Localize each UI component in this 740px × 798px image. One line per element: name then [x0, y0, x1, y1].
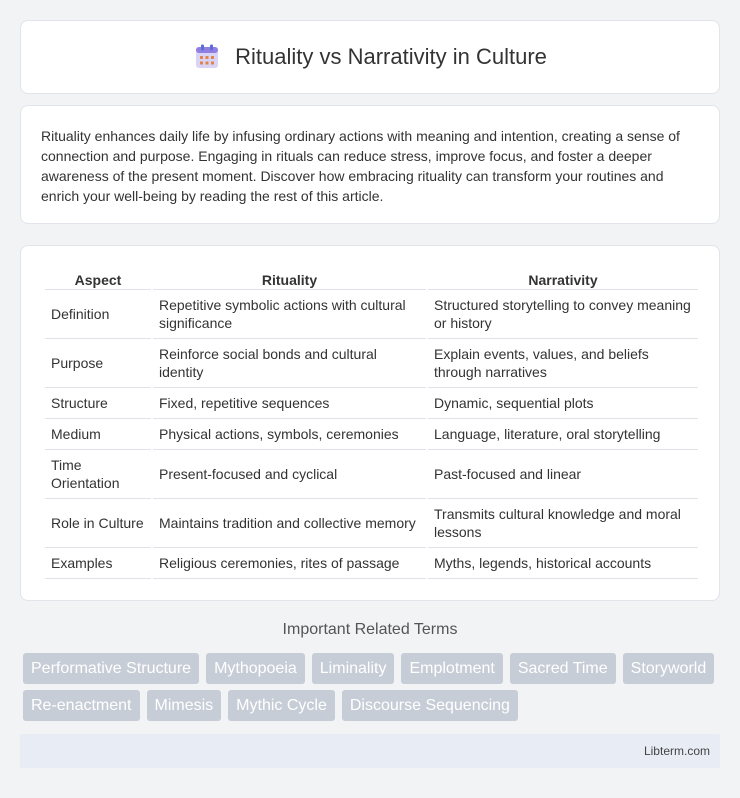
narrativity-cell: Myths, legends, historical accounts: [428, 548, 698, 579]
aspect-cell: Structure: [45, 388, 151, 419]
rituality-cell: Repetitive symbolic actions with cultural significance: [153, 290, 426, 339]
related-term-tag[interactable]: Mimesis: [147, 690, 222, 721]
aspect-cell: Role in Culture: [45, 499, 151, 548]
table-row: [45, 450, 698, 499]
aspect-cell: Definition: [45, 290, 151, 339]
table-header-row: [45, 266, 698, 290]
related-term-tag[interactable]: Liminality: [312, 653, 395, 684]
related-term-tag[interactable]: Performative Structure: [23, 653, 199, 684]
related-term-tag[interactable]: Storyworld: [623, 653, 715, 684]
aspect-cell: Time Orientation: [45, 450, 151, 499]
related-term-tag[interactable]: Discourse Sequencing: [342, 690, 518, 721]
table-row: [45, 548, 698, 579]
aspect-cell: Medium: [45, 419, 151, 450]
rituality-cell: Reinforce social bonds and cultural identity: [153, 339, 426, 388]
comparison-table: [43, 266, 700, 579]
page-title: Rituality vs Narrativity in Culture: [235, 44, 547, 69]
header-rituality: Rituality: [153, 266, 426, 290]
footer-bar: [20, 734, 720, 768]
narrativity-cell: Explain events, values, and beliefs through narratives: [428, 339, 698, 388]
table-row: [45, 388, 698, 419]
related-term-tag[interactable]: Re-enactment: [23, 690, 140, 721]
aspect-cell: Purpose: [45, 339, 151, 388]
header-narrativity: Narrativity: [428, 266, 698, 290]
related-term-tag[interactable]: Emplotment: [401, 653, 502, 684]
rituality-cell: Physical actions, symbols, ceremonies: [153, 419, 426, 450]
header-aspect: Aspect: [45, 266, 151, 290]
rituality-cell: Fixed, repetitive sequences: [153, 388, 426, 419]
related-term-tag[interactable]: Sacred Time: [510, 653, 616, 684]
calendar-grid-icon: [193, 43, 221, 71]
rituality-cell: Maintains tradition and collective memory: [153, 499, 426, 548]
table-row: [45, 339, 698, 388]
related-terms-list: [23, 653, 723, 721]
related-term-tag[interactable]: Mythic Cycle: [228, 690, 335, 721]
narrativity-cell: Dynamic, sequential plots: [428, 388, 698, 419]
intro-card: [20, 105, 720, 224]
related-terms-heading: Important Related Terms: [282, 621, 458, 638]
rituality-cell: Present-focused and cyclical: [153, 450, 426, 499]
narrativity-cell: Structured storytelling to convey meaning or history: [428, 290, 698, 339]
table-row: [45, 499, 698, 548]
footer-site-link[interactable]: Libterm.com: [643, 744, 710, 758]
narrativity-cell: Transmits cultural knowledge and moral lessons: [428, 499, 698, 548]
narrativity-cell: Language, literature, oral storytelling: [428, 419, 698, 450]
aspect-cell: Examples: [45, 548, 151, 579]
table-row: [45, 419, 698, 450]
comparison-card: [20, 245, 720, 601]
table-row: [45, 290, 698, 339]
intro-paragraph: Rituality enhances daily life by infusing ordinary actions with meaning and intention, creating a sense of connection and purpose. Engaging in rituals can reduce stress, improve focus, and foster a deeper awareness of the present moment. Discover how embracing rituality can transform your routines and enrich your well-being by reading the rest of this article.: [41, 128, 680, 204]
related-term-tag[interactable]: Mythopoeia: [206, 653, 305, 684]
rituality-cell: Religious ceremonies, rites of passage: [153, 548, 426, 579]
narrativity-cell: Past-focused and linear: [428, 450, 698, 499]
title-card: [20, 20, 720, 94]
